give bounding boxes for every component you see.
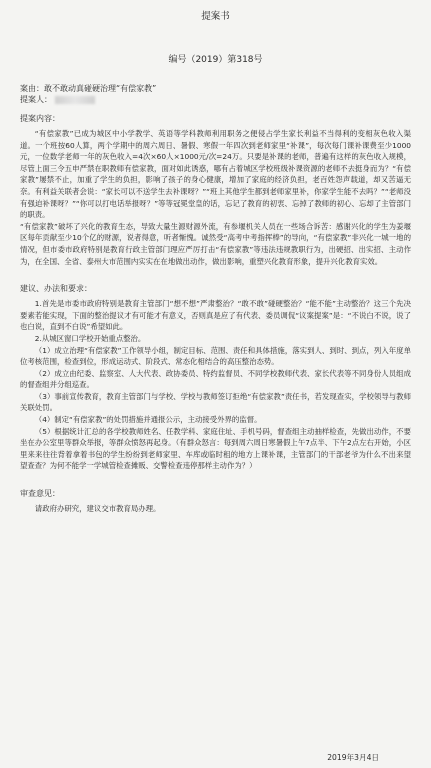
review-opinion: 请政府办研究，建议交市教育局办理。 (34, 504, 161, 514)
suggestions-heading: 建议、办法和要求： (20, 284, 92, 294)
suggestion-2-3: （3）事前宣传教育，教育主管部门与学校、学校与教师签订拒绝“有偿家教”责任书，若发现查实，学校领导与教师关联处罚。 (20, 391, 411, 413)
content-heading: 提案内容： (20, 114, 60, 123)
suggestion-2-1: （1）成立治理“有偿家教”工作领导小组，制定目标、范围、责任和具体措施，落实到人、到时、到点，列入年度单位考核范围，检查到位，形成运动式、阶段式、常态化相结合的高压整治态势。 (20, 345, 411, 367)
document-date: 2019年3月4日 (327, 753, 379, 762)
content-paragraph-2: “有偿家教”破坏了兴化的教育生态，导致大量生源财源外流，有参堰机关人员在一些场合诉苦：感谢兴化的学生为姜堰区每年贡献至少10个亿的财源，说者得意，听者惭愧。诚然受“高考中考指挥棒”的导向，“有偿家教”非兴化一城一地的情况，但市委市政府特别是教育行政主管部门理应严厉打击“有偿家教”等违法违规教职行为，出硬招、出实招、主动作为，在全国、全省、泰州大市范围内实实在在地做出动作，做出影响，重塑兴化教育形象，提升兴化教育实效。 (20, 221, 411, 266)
document-number: 编号（2019）第318号 (168, 55, 263, 65)
suggestion-2: 2.从城区窗口学校开始重点整治。 (34, 333, 146, 343)
suggestion-2-2: （2）成立由纪委、监察室、人大代表、政协委员、特约监督员、不同学校教师代表、家长代表等不同身份人员组成的督查组并分组巡查。 (20, 368, 411, 390)
content-paragraph-1: “有偿家教”已成为城区中小学教学、英语等学科教师利用职务之便侵占学生家长利益不当得利的变相灰色收入渠道。一个班按60人算，两个学期中的周六周日、暑假、寒假一年四次到老师家里“补课”，每次每门课补课费至少1000元，一位数学老师一年的灰色收入=4次×60人×1000元/次=24万。只要是补课的老师，普遍有这样的灰色收入规模，尽管上面三令五申严禁在职教师有偿家教，面对如此诱惑，哪有占着城区学校班级补课资源的老师不去挺身而为？“有偿家教”屡禁不止，加重了学生的负担，影响了孩子的身心健康，增加了家庭的经济负担，老百姓怨声载道，却又苦逼无奈。有利益关联者会说：“家长可以不送学生去补课呀？”“班上其他学生都到老师家里补，你家学生能不去吗？”“老师没有强迫补课呀？”“你可以打电话举报呀？”等等冠冕堂皇的话，忘记了教育的初衷、忘掉了教师的初心、忘却了主管部门的职责。 (20, 129, 411, 220)
document-title: 提案书 (201, 11, 230, 22)
suggestion-2-4: （4）制定“有偿家教”的处罚措施并通报公示，主动接受外界的监督。 (34, 415, 262, 425)
proposer-row (20, 94, 411, 105)
suggestion-1: 1.首先是市委市政府特别是教育主管部门“想不想”严肃整治？“敢不敢”碰硬整治？“能不能”主动整治？这三个先决要素若能实现，下面的整治提议才有可能才有意义，否则真是应了有代表、委员调侃“议案提案”是：“不说白不说，说了也白说，直到不白说”希望如此。 (20, 299, 411, 332)
proposer-label: 提案人： (20, 95, 52, 104)
review-heading: 审查意见： (20, 489, 60, 499)
case-subject: 案由：敢不敢动真碰硬治理“有偿家教” (20, 84, 157, 93)
suggestion-2-5: （5）根据统计汇总的各学校教师姓名、任教学科、家庭住址、手机号码，督查组主动抽样检查，先做出动作，不要坐在办公室里等群众举报，等群众愤怒再起身。（有群众怒言：每到周六周日寒暑假上午7点半、下午2点左右开始，小区里来来往往背着拿着书包的学生纷纷到老师家里、车库或临时租的地方上课补课，主管部门的干部老爷为什么不出来望望查查？为何不能学一学城管检查摊贩、交警检查违停那样主动作为？） (20, 426, 411, 471)
redacted-name (55, 96, 95, 104)
